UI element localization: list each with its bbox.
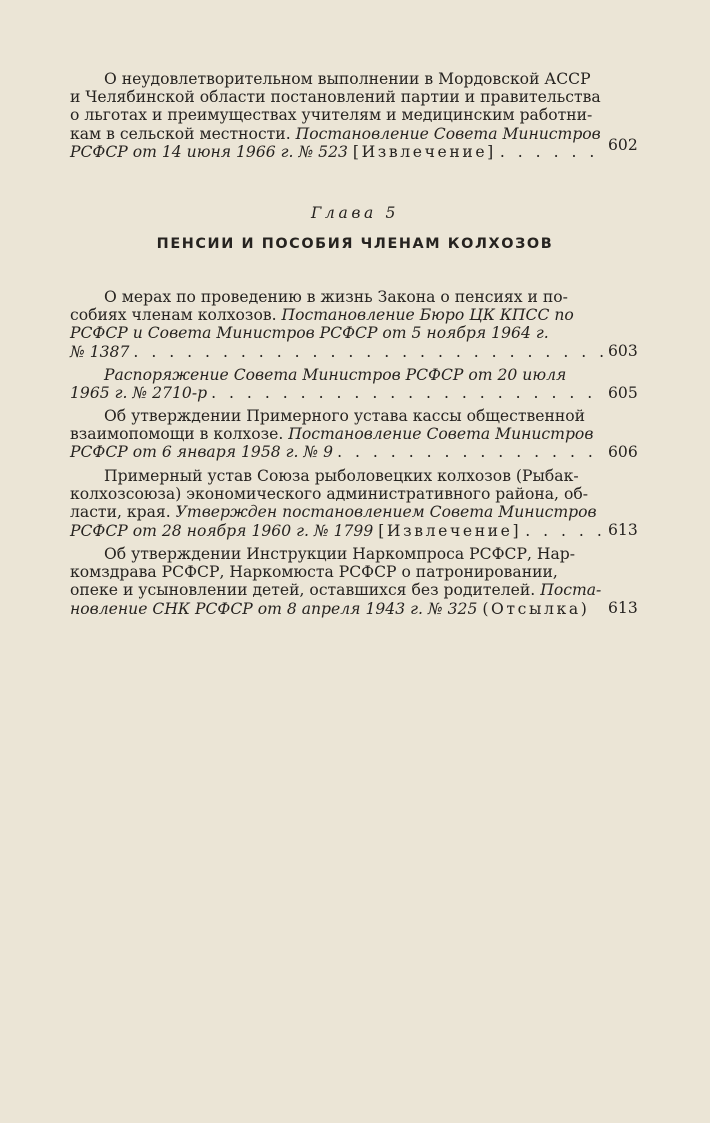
entry-text: собиях членам колхозов. — [70, 306, 282, 325]
entry-line — [70, 581, 605, 599]
entry-text: взаимопомощи в колхозе. — [70, 425, 289, 444]
entry-line — [70, 324, 605, 342]
entry-source: РСФСР от 28 ноября 1960 г. № 1799 — [70, 521, 374, 540]
entry-source: Постановление Совета Министров — [295, 124, 601, 143]
entry-source: РСФСР и Совета Министров РСФСР от 5 ноября 1964 г. — [70, 324, 549, 343]
entry-note: [Извлечение] — [378, 521, 522, 540]
page-number: 603 — [608, 342, 638, 360]
entry-line — [70, 600, 605, 618]
entry-source: новление СНК РСФСР от 8 апреля 1943 г. № 325 — [70, 599, 478, 618]
entry-line — [70, 343, 605, 361]
entry-line: о льготах и преимуществах учителям и медицинским работни- — [70, 106, 593, 125]
toc-entry — [70, 545, 605, 618]
page-number: 613 — [608, 599, 638, 617]
entry-line — [70, 384, 605, 402]
entry-note: (Отсылка) — [482, 599, 590, 618]
entry-line: Об утверждении Инструкции Наркомпроса РСФСР, Нар- — [104, 545, 576, 563]
entry-text: кам в сельской местности. — [70, 124, 296, 143]
entry-line — [70, 425, 605, 443]
entry-line — [70, 125, 605, 143]
toc-entry — [70, 366, 605, 402]
page-number: 613 — [608, 521, 638, 539]
entry-text: ласти, края. — [70, 503, 176, 522]
entry-source: № 1387 — [70, 342, 130, 361]
entry-line: О неудовлетворительном выполнении в Мордовской АССР — [104, 70, 591, 88]
toc-entry — [70, 70, 605, 161]
entry-line — [70, 143, 605, 161]
toc-entry — [70, 467, 605, 540]
entry-source: 1965 г. № 2710-р — [70, 384, 208, 403]
dot-leader — [211, 384, 605, 402]
toc-entry — [70, 407, 605, 462]
entry-line: Об утверждении Примерного устава кассы общественной — [104, 407, 586, 425]
entry-line: и Челябинской области постановлений партии и правительства — [70, 88, 601, 107]
entry-line — [70, 522, 605, 540]
entry-line — [70, 503, 605, 521]
chapter-label: Глава 5 — [310, 204, 399, 222]
chapter-title: ПЕНСИИ И ПОСОБИЯ ЧЛЕНАМ КОЛХОЗОВ — [156, 236, 554, 252]
entry-line: О мерах по проведению в жизнь Закона о пенсиях и по- — [104, 288, 568, 306]
entry-source: Утвержден постановлением Совета Министров — [175, 503, 597, 522]
entry-line: Примерный устав Союза рыболовецких колхозов (Рыбак- — [104, 467, 579, 485]
entry-source: Постановление Бюро ЦК КПСС по — [281, 306, 574, 325]
page-number: 606 — [608, 443, 638, 461]
page-number: 605 — [608, 384, 638, 402]
entry-line: комздрава РСФСР, Наркомюста РСФСР о патронировании, — [70, 563, 558, 582]
page-number: 602 — [608, 136, 638, 154]
toc-entry — [70, 288, 605, 361]
dot-leader — [337, 443, 605, 461]
entry-text: опеке и усыновлении детей, оставшихся без родителей. — [70, 581, 541, 600]
entry-line — [70, 306, 605, 324]
dot-leader — [525, 522, 605, 540]
entry-line — [70, 366, 605, 384]
entry-source: РСФСР от 6 января 1958 г. № 9 — [70, 443, 334, 462]
entry-note: [Извлечение] — [352, 142, 496, 161]
entry-source: РСФСР от 14 июня 1966 г. № 523 — [70, 142, 348, 161]
entry-line — [70, 443, 605, 461]
entry-line: колхозсоюза) экономического административного района, об- — [70, 485, 589, 504]
dot-leader — [133, 343, 605, 361]
entry-source: Поста- — [540, 581, 602, 600]
dot-leader — [500, 143, 605, 161]
entry-source: Распоряжение Совета Министров РСФСР от 20 июля — [104, 366, 567, 384]
entry-source: Постановление Совета Министров — [288, 425, 594, 444]
